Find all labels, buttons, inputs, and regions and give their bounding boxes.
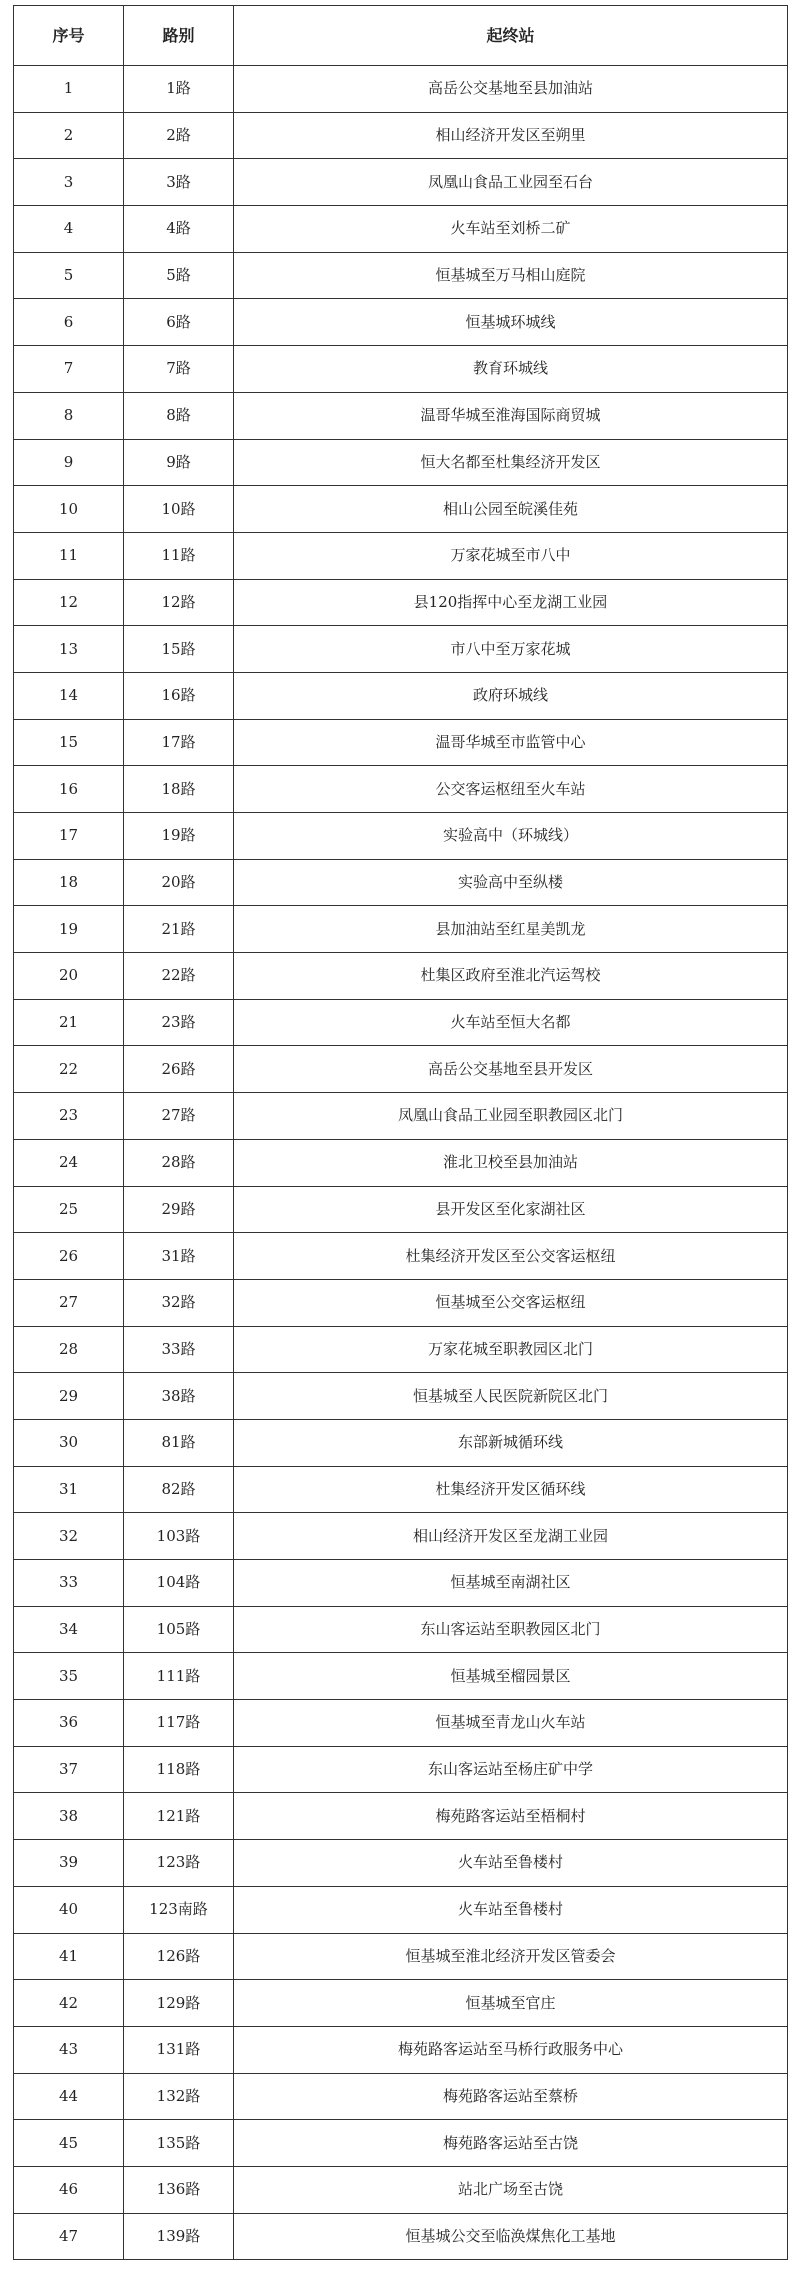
route-number-cell: 4路 [124, 206, 234, 253]
row-index-cell: 43 [14, 2026, 124, 2073]
terminals-cell: 恒基城至人民医院新院区北门 [234, 1373, 788, 1420]
row-index-cell: 16 [14, 766, 124, 813]
row-index-cell: 29 [14, 1373, 124, 1420]
table-row [14, 1886, 788, 1933]
table-row [14, 299, 788, 346]
row-index-cell: 26 [14, 1233, 124, 1280]
terminals-cell: 东山客运站至杨庄矿中学 [234, 1746, 788, 1793]
terminals-cell: 恒基城至淮北经济开发区管委会 [234, 1933, 788, 1980]
route-number-cell: 129路 [124, 1980, 234, 2027]
table-row [14, 626, 788, 673]
route-number-cell: 2路 [124, 112, 234, 159]
terminals-cell: 梅苑路客运站至蔡桥 [234, 2073, 788, 2120]
terminals-cell: 万家花城至职教园区北门 [234, 1326, 788, 1373]
table-row [14, 1840, 788, 1887]
table-row [14, 1279, 788, 1326]
terminals-cell: 万家花城至市八中 [234, 532, 788, 579]
table-row [14, 206, 788, 253]
route-number-cell: 81路 [124, 1419, 234, 1466]
table-row [14, 392, 788, 439]
row-index-cell: 30 [14, 1419, 124, 1466]
table-row [14, 1513, 788, 1560]
terminals-cell: 火车站至恒大名都 [234, 999, 788, 1046]
route-number-cell: 118路 [124, 1746, 234, 1793]
row-index-cell: 4 [14, 206, 124, 253]
table-row [14, 953, 788, 1000]
route-number-cell: 136路 [124, 2166, 234, 2213]
table-row [14, 906, 788, 953]
row-index-cell: 40 [14, 1886, 124, 1933]
terminals-cell: 站北广场至古饶 [234, 2166, 788, 2213]
bus-route-table-container [13, 5, 787, 2260]
route-number-cell: 22路 [124, 953, 234, 1000]
route-number-cell: 1路 [124, 66, 234, 113]
route-number-cell: 123南路 [124, 1886, 234, 1933]
route-number-cell: 121路 [124, 1793, 234, 1840]
row-index-cell: 20 [14, 953, 124, 1000]
row-index-cell: 34 [14, 1606, 124, 1653]
table-row [14, 1560, 788, 1607]
terminals-cell: 恒基城至万马相山庭院 [234, 252, 788, 299]
route-number-cell: 28路 [124, 1139, 234, 1186]
table-row [14, 1093, 788, 1140]
row-index-cell: 1 [14, 66, 124, 113]
terminals-cell: 杜集经济开发区循环线 [234, 1466, 788, 1513]
terminals-cell: 火车站至刘桥二矿 [234, 206, 788, 253]
route-number-cell: 103路 [124, 1513, 234, 1560]
route-number-cell: 15路 [124, 626, 234, 673]
row-index-cell: 2 [14, 112, 124, 159]
route-number-cell: 111路 [124, 1653, 234, 1700]
terminals-cell: 杜集经济开发区至公交客运枢纽 [234, 1233, 788, 1280]
row-index-cell: 14 [14, 672, 124, 719]
table-row [14, 2213, 788, 2260]
table-row [14, 1373, 788, 1420]
header-route: 路别 [124, 6, 234, 66]
table-row [14, 112, 788, 159]
bus-route-table [13, 5, 788, 2260]
route-number-cell: 12路 [124, 579, 234, 626]
terminals-cell: 杜集区政府至淮北汽运驾校 [234, 953, 788, 1000]
row-index-cell: 25 [14, 1186, 124, 1233]
table-row [14, 579, 788, 626]
row-index-cell: 28 [14, 1326, 124, 1373]
row-index-cell: 8 [14, 392, 124, 439]
route-number-cell: 132路 [124, 2073, 234, 2120]
row-index-cell: 12 [14, 579, 124, 626]
row-index-cell: 33 [14, 1560, 124, 1607]
route-number-cell: 7路 [124, 346, 234, 393]
terminals-cell: 火车站至鲁楼村 [234, 1886, 788, 1933]
terminals-cell: 火车站至鲁楼村 [234, 1840, 788, 1887]
row-index-cell: 5 [14, 252, 124, 299]
terminals-cell: 梅苑路客运站至古饶 [234, 2120, 788, 2167]
table-row [14, 1606, 788, 1653]
table-row [14, 1653, 788, 1700]
terminals-cell: 东山客运站至职教园区北门 [234, 1606, 788, 1653]
route-number-cell: 123路 [124, 1840, 234, 1887]
row-index-cell: 27 [14, 1279, 124, 1326]
route-number-cell: 21路 [124, 906, 234, 953]
table-row [14, 1793, 788, 1840]
route-number-cell: 126路 [124, 1933, 234, 1980]
terminals-cell: 县开发区至化家湖社区 [234, 1186, 788, 1233]
row-index-cell: 22 [14, 1046, 124, 1093]
table-row [14, 252, 788, 299]
terminals-cell: 恒大名都至杜集经济开发区 [234, 439, 788, 486]
route-number-cell: 9路 [124, 439, 234, 486]
row-index-cell: 32 [14, 1513, 124, 1560]
route-number-cell: 27路 [124, 1093, 234, 1140]
route-number-cell: 3路 [124, 159, 234, 206]
table-row [14, 1419, 788, 1466]
table-row [14, 1700, 788, 1747]
table-row [14, 66, 788, 113]
terminals-cell: 温哥华城至淮海国际商贸城 [234, 392, 788, 439]
terminals-cell: 恒基城至官庄 [234, 1980, 788, 2027]
table-row [14, 1980, 788, 2027]
route-number-cell: 6路 [124, 299, 234, 346]
terminals-cell: 县加油站至红星美凯龙 [234, 906, 788, 953]
row-index-cell: 41 [14, 1933, 124, 1980]
table-row [14, 486, 788, 533]
terminals-cell: 实验高中至纵楼 [234, 859, 788, 906]
table-row [14, 999, 788, 1046]
row-index-cell: 9 [14, 439, 124, 486]
route-number-cell: 104路 [124, 1560, 234, 1607]
header-terminals: 起终站 [234, 6, 788, 66]
terminals-cell: 东部新城循环线 [234, 1419, 788, 1466]
table-row [14, 859, 788, 906]
table-row [14, 719, 788, 766]
row-index-cell: 37 [14, 1746, 124, 1793]
terminals-cell: 恒基城至公交客运枢纽 [234, 1279, 788, 1326]
row-index-cell: 39 [14, 1840, 124, 1887]
route-number-cell: 10路 [124, 486, 234, 533]
route-number-cell: 19路 [124, 813, 234, 860]
terminals-cell: 恒基城至南湖社区 [234, 1560, 788, 1607]
route-number-cell: 135路 [124, 2120, 234, 2167]
row-index-cell: 35 [14, 1653, 124, 1700]
terminals-cell: 梅苑路客运站至梧桐村 [234, 1793, 788, 1840]
route-number-cell: 11路 [124, 532, 234, 579]
terminals-cell: 恒基城公交至临涣煤焦化工基地 [234, 2213, 788, 2260]
row-index-cell: 23 [14, 1093, 124, 1140]
terminals-cell: 相山经济开发区至龙湖工业园 [234, 1513, 788, 1560]
route-number-cell: 16路 [124, 672, 234, 719]
table-row [14, 2073, 788, 2120]
header-row [14, 6, 788, 66]
route-number-cell: 31路 [124, 1233, 234, 1280]
route-number-cell: 38路 [124, 1373, 234, 1420]
table-row [14, 1139, 788, 1186]
terminals-cell: 梅苑路客运站至马桥行政服务中心 [234, 2026, 788, 2073]
route-number-cell: 33路 [124, 1326, 234, 1373]
table-body [14, 66, 788, 2260]
route-number-cell: 8路 [124, 392, 234, 439]
row-index-cell: 15 [14, 719, 124, 766]
table-row [14, 2120, 788, 2167]
table-row [14, 813, 788, 860]
terminals-cell: 相山公园至皖溪佳苑 [234, 486, 788, 533]
table-row [14, 1046, 788, 1093]
table-row [14, 1746, 788, 1793]
route-number-cell: 26路 [124, 1046, 234, 1093]
row-index-cell: 36 [14, 1700, 124, 1747]
row-index-cell: 7 [14, 346, 124, 393]
row-index-cell: 18 [14, 859, 124, 906]
row-index-cell: 13 [14, 626, 124, 673]
terminals-cell: 恒基城至榴园景区 [234, 1653, 788, 1700]
route-number-cell: 139路 [124, 2213, 234, 2260]
table-row [14, 2166, 788, 2213]
table-row [14, 2026, 788, 2073]
terminals-cell: 温哥华城至市监管中心 [234, 719, 788, 766]
route-number-cell: 29路 [124, 1186, 234, 1233]
row-index-cell: 17 [14, 813, 124, 860]
table-row [14, 1186, 788, 1233]
row-index-cell: 3 [14, 159, 124, 206]
row-index-cell: 31 [14, 1466, 124, 1513]
route-number-cell: 23路 [124, 999, 234, 1046]
row-index-cell: 19 [14, 906, 124, 953]
terminals-cell: 恒基城至青龙山火车站 [234, 1700, 788, 1747]
terminals-cell: 政府环城线 [234, 672, 788, 719]
table-row [14, 439, 788, 486]
terminals-cell: 市八中至万家花城 [234, 626, 788, 673]
route-number-cell: 82路 [124, 1466, 234, 1513]
route-number-cell: 117路 [124, 1700, 234, 1747]
terminals-cell: 恒基城环城线 [234, 299, 788, 346]
row-index-cell: 21 [14, 999, 124, 1046]
terminals-cell: 实验高中（环城线） [234, 813, 788, 860]
route-number-cell: 5路 [124, 252, 234, 299]
route-number-cell: 18路 [124, 766, 234, 813]
table-row [14, 346, 788, 393]
row-index-cell: 46 [14, 2166, 124, 2213]
route-number-cell: 131路 [124, 2026, 234, 2073]
row-index-cell: 45 [14, 2120, 124, 2167]
row-index-cell: 11 [14, 532, 124, 579]
row-index-cell: 6 [14, 299, 124, 346]
route-number-cell: 105路 [124, 1606, 234, 1653]
terminals-cell: 公交客运枢纽至火车站 [234, 766, 788, 813]
row-index-cell: 47 [14, 2213, 124, 2260]
terminals-cell: 县120指挥中心至龙湖工业园 [234, 579, 788, 626]
row-index-cell: 42 [14, 1980, 124, 2027]
terminals-cell: 凤凰山食品工业园至石台 [234, 159, 788, 206]
terminals-cell: 教育环城线 [234, 346, 788, 393]
table-row [14, 1233, 788, 1280]
row-index-cell: 24 [14, 1139, 124, 1186]
row-index-cell: 44 [14, 2073, 124, 2120]
table-row [14, 159, 788, 206]
terminals-cell: 高岳公交基地至县开发区 [234, 1046, 788, 1093]
terminals-cell: 凤凰山食品工业园至职教园区北门 [234, 1093, 788, 1140]
route-number-cell: 32路 [124, 1279, 234, 1326]
row-index-cell: 38 [14, 1793, 124, 1840]
table-row [14, 766, 788, 813]
header-index: 序号 [14, 6, 124, 66]
row-index-cell: 10 [14, 486, 124, 533]
terminals-cell: 高岳公交基地至县加油站 [234, 66, 788, 113]
table-header [14, 6, 788, 66]
table-row [14, 672, 788, 719]
table-row [14, 532, 788, 579]
terminals-cell: 淮北卫校至县加油站 [234, 1139, 788, 1186]
table-row [14, 1933, 788, 1980]
route-number-cell: 20路 [124, 859, 234, 906]
table-row [14, 1466, 788, 1513]
route-number-cell: 17路 [124, 719, 234, 766]
terminals-cell: 相山经济开发区至朔里 [234, 112, 788, 159]
table-row [14, 1326, 788, 1373]
